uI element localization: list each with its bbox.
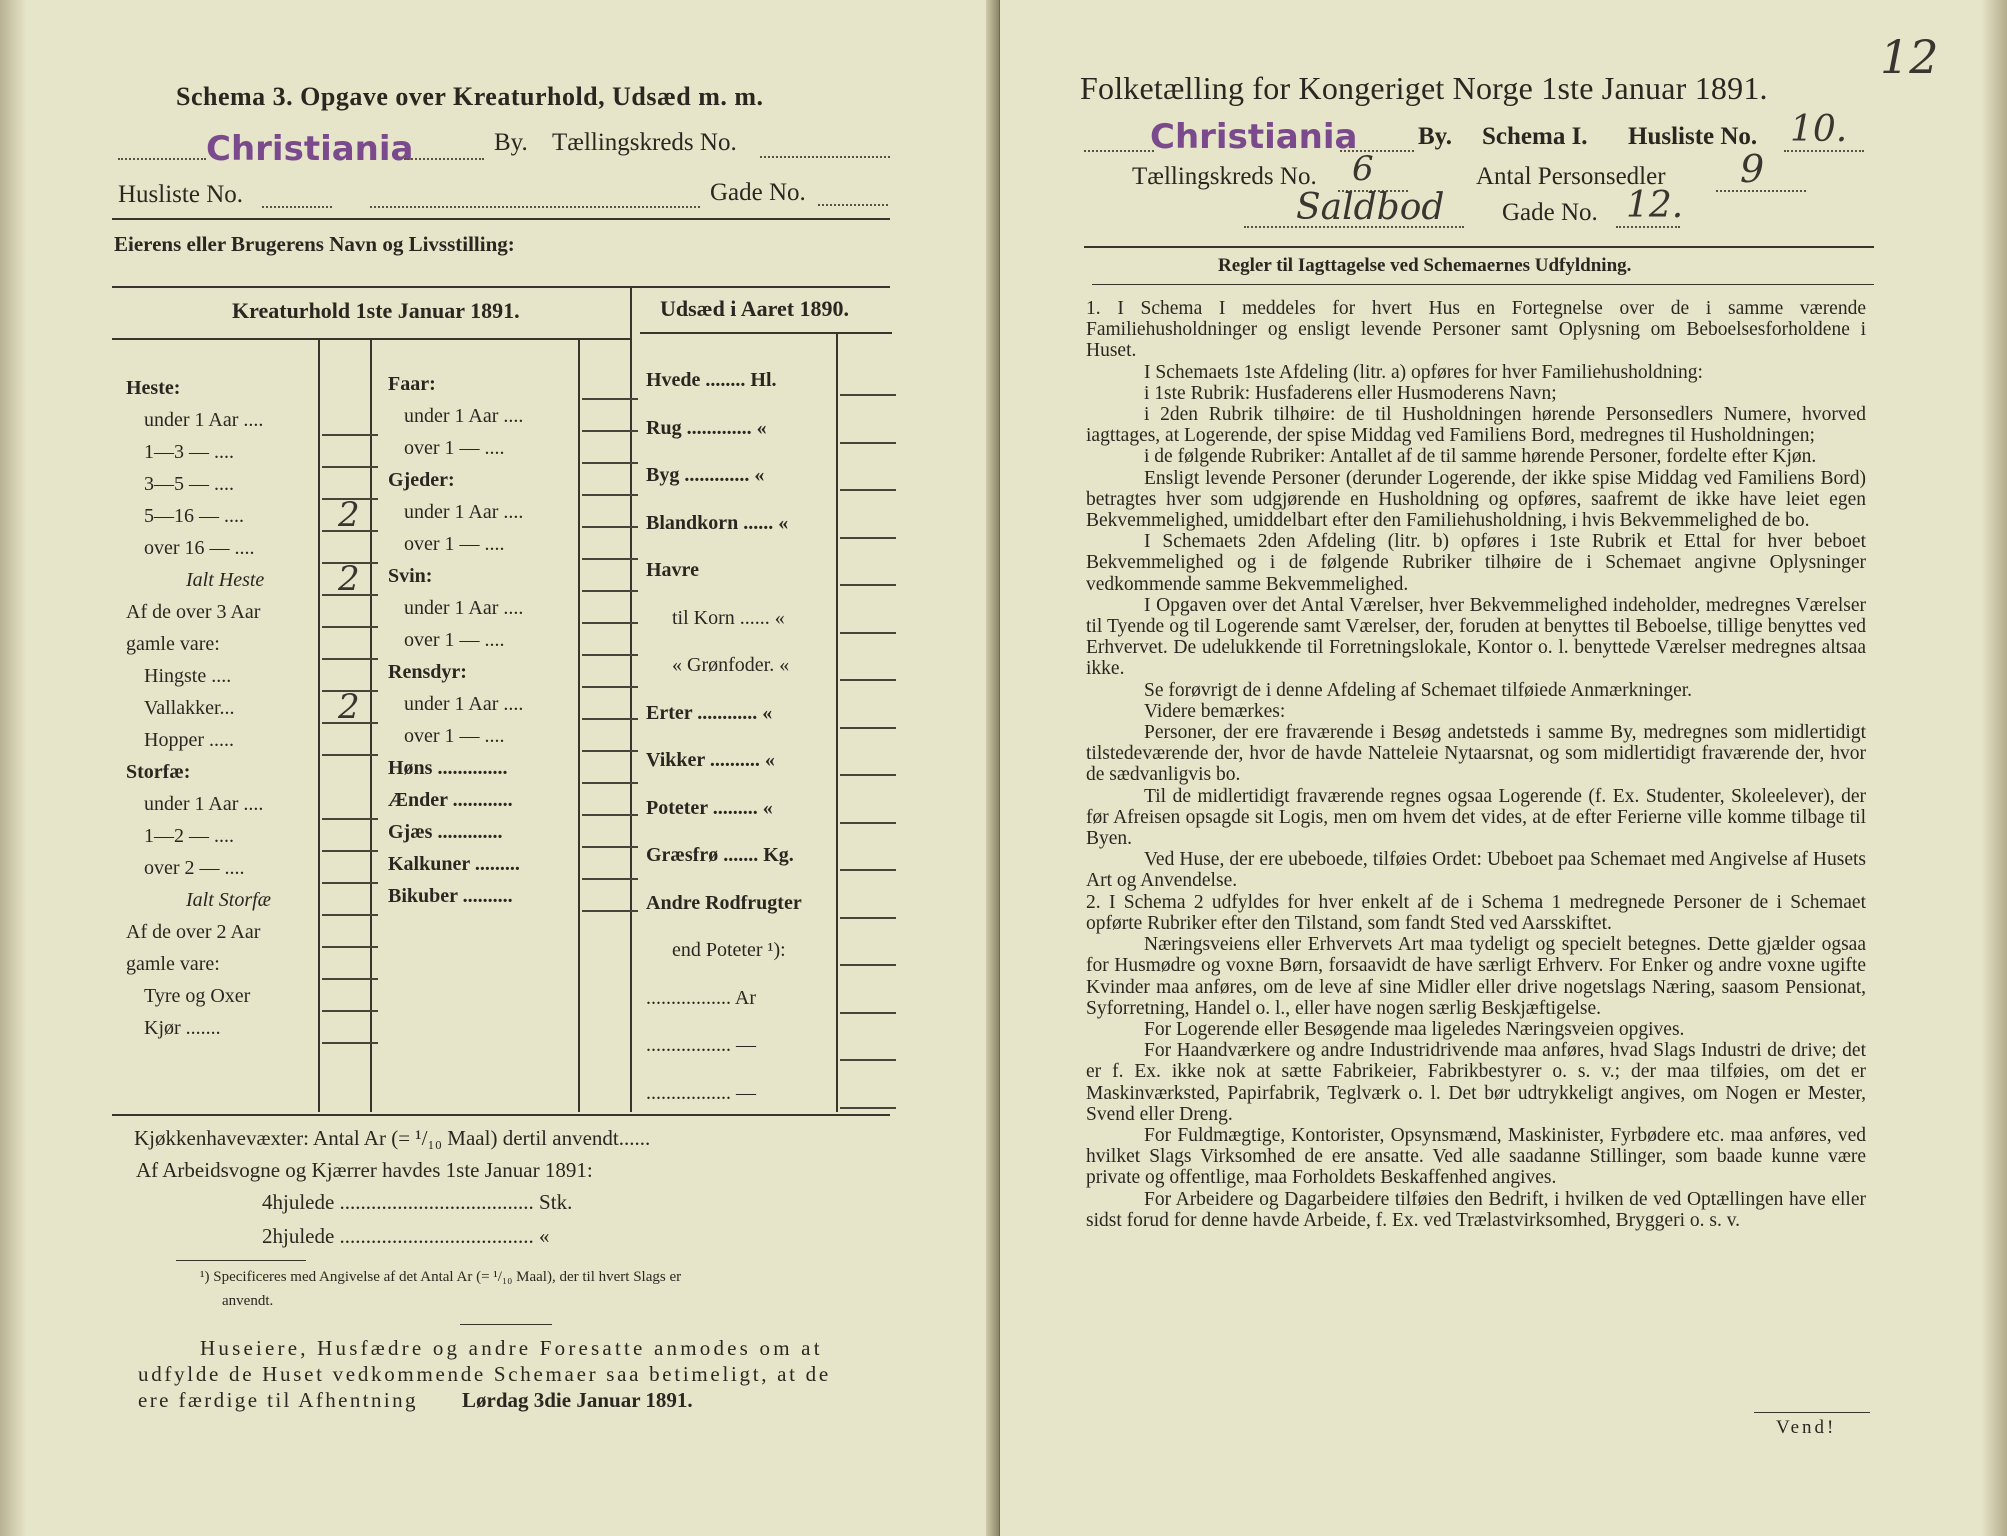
col3-value-divider: [836, 334, 838, 1112]
value-cell: [322, 434, 378, 436]
value-cell: [322, 754, 378, 756]
value-cell: [582, 654, 638, 656]
value-cell: [322, 946, 378, 948]
row-label: Hopper .....: [144, 729, 234, 751]
rule-paragraph: For Logerende eller Besøgende maa ligeledes Næringsveien opgives.: [1144, 1018, 1685, 1040]
row-label: over 1 — ....: [404, 437, 505, 459]
rule-paragraph: I Schemaets 2den Afdeling (litr. b) opføres i 1ste Rubrik et Ettal for hver beboet Bekvemmelighed og i de følgende Rubriker tilhøire de i Schemaet angivne Oplysninger vedkommende samme Bekvemmelighed.: [1086, 531, 1866, 595]
value-cell: [840, 822, 896, 824]
value-cell: [840, 442, 896, 444]
value-cell: [840, 537, 896, 539]
gade-value: 12.: [1626, 185, 1684, 226]
col1-value-divider: [318, 340, 320, 1112]
row-label: end Poteter ¹):: [672, 939, 786, 961]
schema-label: Schema I.: [1482, 123, 1588, 150]
value-cell: [582, 462, 638, 464]
value-cell: [322, 626, 378, 628]
closing-rule: [460, 1324, 552, 1325]
value-cell: [840, 394, 896, 396]
arbeidsvogne-line: Af Arbeidsvogne og Kjærrer havdes 1ste Januar 1891:: [136, 1158, 593, 1182]
value-cell: [322, 466, 378, 468]
value-cell: [322, 882, 378, 884]
husliste-fill-dots: [1784, 150, 1864, 152]
row-label: Bikuber ..........: [388, 885, 513, 907]
row-label: Ialt Storfæ: [186, 889, 272, 911]
row-label: over 16 — ....: [144, 537, 255, 559]
row-label: 3—5 — ....: [144, 473, 234, 495]
right-edge-shadow: [1981, 0, 2007, 1536]
value-cell: [840, 1107, 896, 1109]
row-label: over 1 — ....: [404, 629, 505, 651]
tk-fill-dots: [760, 156, 890, 158]
value-cell: [840, 679, 896, 681]
value-cell: [840, 1059, 896, 1061]
value-cell: [582, 398, 638, 400]
row-label: Kalkuner .........: [388, 853, 520, 875]
row-label: Erter ............ «: [646, 701, 773, 724]
city-fill-dots-2: [404, 158, 484, 160]
row-label: Hingste ....: [144, 665, 232, 687]
rule-paragraph: Ved Huse, der ere ubeboede, tilføies Ordet: Ubeboet paa Schemaet med Angivelse af Husets Art og Anvendelse.: [1086, 849, 1866, 892]
closing-line-3: ere færdige til Afhentning: [138, 1388, 418, 1412]
street-name: Saldbod: [1296, 187, 1445, 228]
udsaed-header: Udsæd i Aaret 1890.: [660, 296, 850, 321]
rule-paragraph: Ensligt levende Personer (derunder Logerende, der ikke spise Middag ved Familiens Bord) betragtes hver som udgjørende en Husholdning og opføres, saafremt de ikke have leiet egen Bekvemmelighed, umiddelbart efter den Familiehusholdning, i hvis Bekvemmelighed de bo.: [1086, 467, 1866, 532]
footnote-line-2: anvendt.: [222, 1293, 274, 1309]
husliste-fill-dots: [262, 206, 332, 208]
owner-label: Eierens eller Brugerens Navn og Livsstilling:: [114, 232, 515, 256]
row-label: over 1 — ....: [404, 725, 505, 747]
left-edge-shadow: [0, 0, 26, 1536]
rule-paragraph: 1. I Schema I meddeles for hvert Hus en Fortegnelse over de i samme værende Familiehusholdninger og ensligt levende Personer samt Oplysning om Beboelsesforholdene i Huset.: [1086, 298, 1866, 362]
row-label: Gjeder:: [388, 469, 455, 491]
value-cell: [840, 869, 896, 871]
rule-paragraph: I Schemaets 1ste Afdeling (litr. a) opføres for hver Familiehusholdning:: [1144, 361, 1703, 383]
page-number: 12: [1880, 30, 1939, 84]
rule-paragraph: Personer, der ere fraværende i Besøg andetsteds i samme By, medregnes som midlertidigt tilstedeværende der, hvor de havde Natteleie Nytaarsnat, og som midlertidigt fraværende der, hvor de sædvanligvis bo.: [1086, 722, 1866, 786]
header-rule: [1084, 246, 1874, 248]
value-cell: [322, 850, 378, 852]
rule-paragraph: For Haandværkere og andre Industridrivende maa anføres, hvad Slags Industri de drive; det er f. Ex. ikke nok at sætte Fabrikeier, Fabrikbestyrer o. s. v.; der maa tilføies, om det er Maskinværksted, Papirfabrik, Teglværk o. l. Det bør udtrykkeligt angives, om Nogen er Mester, Svend eller Dreng.: [1086, 1040, 1866, 1125]
gade-label: Gade No.: [1502, 199, 1598, 226]
row-label: ................. —: [646, 1034, 756, 1056]
table-top-rule: [112, 286, 890, 288]
city-stamp: Christiania: [1150, 117, 1358, 157]
row-label: Faar:: [388, 373, 436, 395]
gade-fill-dots: [1616, 226, 1680, 228]
row-label: under 1 Aar ....: [144, 793, 264, 815]
row-label: Poteter ......... «: [646, 796, 773, 819]
antal-fill-dots: [1716, 190, 1806, 192]
rule-paragraph: For Fuldmægtige, Kontorister, Opsynsmænd, Maskinister, Fyrbødere etc. maa anføres, ved hvilket Slags Virksomhed de ere ansatte. Ved alle saadanne Stillinger, som baade kunne være private og offentlige, maa Forholdets Beskaffenhed angives.: [1086, 1124, 1866, 1189]
row-label: Græsfrø ....... Kg.: [646, 844, 794, 866]
right-page: [1000, 0, 2007, 1536]
row-label: Hvede ........ Hl.: [646, 369, 777, 391]
closing-line-2: udfylde de Huset vedkommende Schemaer saa betimeligt, at de: [138, 1362, 831, 1386]
antal-value: 9: [1740, 147, 1765, 191]
value-cell: [840, 1012, 896, 1014]
value-cell: [840, 632, 896, 634]
value-cell: [840, 774, 896, 776]
hjul4-line: 4hjulede ..................................... Stk.: [262, 1190, 573, 1214]
row-label: Af de over 3 Aar: [126, 601, 261, 623]
row-label: Andre Rodfrugter: [646, 891, 802, 914]
by-label: By.: [1418, 123, 1453, 150]
value-cell: [840, 964, 896, 966]
row-label: ................. —: [646, 1081, 756, 1104]
row-label: Storfæ:: [126, 761, 191, 783]
row-label: under 1 Aar ....: [404, 597, 524, 619]
value-cell: [582, 846, 638, 848]
udsaed-header-rule: [640, 332, 892, 334]
rule-paragraph: Til de midlertidigt fraværende regnes ogsaa Logerende (f. Ex. Studenter, Skoleelever), der før Afreisen opsagde sit Logis, men om hvem det vides, at de efter Ferierne ville komme tilbage til Byen.: [1086, 785, 1866, 850]
handwritten-value: 2: [338, 687, 360, 727]
header-rule: [112, 218, 890, 220]
row-label: over 1 — ....: [404, 533, 505, 555]
col2-right-divider: [630, 288, 632, 1112]
row-label: Havre: [646, 559, 699, 581]
value-cell: [582, 558, 638, 560]
value-cell: [322, 658, 378, 660]
city-stamp: Christiania: [206, 129, 414, 169]
row-label: Blandkorn ...... «: [646, 511, 789, 534]
handwritten-value: 2: [338, 559, 360, 599]
row-label: gamle vare:: [126, 953, 220, 975]
rules-text: [1086, 298, 1866, 1231]
rule-paragraph: Videre bemærkes:: [1144, 700, 1286, 722]
tk-label: Tællingskreds No.: [552, 129, 737, 156]
left-page: [0, 0, 996, 1536]
value-cell: [840, 584, 896, 586]
husliste-value: 10.: [1790, 109, 1848, 150]
census-title: Folketælling for Kongeriget Norge 1ste Januar 1891.: [1080, 70, 1768, 106]
kjokken-line: Kjøkkenhavevæxter: Antal Ar (= ¹/₁₀ Maal) dertil anvendt......: [134, 1126, 651, 1150]
value-cell: [322, 1010, 378, 1012]
value-cell: [840, 727, 896, 729]
tk-value: 6: [1352, 149, 1374, 189]
row-label: Ialt Heste: [186, 569, 265, 591]
value-cell: [582, 814, 638, 816]
vend-label: Vend!: [1776, 1417, 1837, 1438]
row-label: Byg ............. «: [646, 464, 765, 486]
by-label: By.: [494, 129, 528, 156]
value-cell: [582, 718, 638, 720]
row-label: under 1 Aar ....: [144, 409, 264, 431]
rule-paragraph: 2. I Schema 2 udfyldes for hver enkelt af de i Schema 1 medregnede Personer de i Schemaet opførte Rubriker efter den Tilstand, som fandt Sted ved Aarsskiftet.: [1086, 891, 1866, 934]
hjul2-line: 2hjulede ..................................... «: [262, 1224, 550, 1248]
row-label: 5—16 — ....: [144, 505, 244, 527]
value-cell: [582, 622, 638, 624]
husliste-label: Husliste No.: [1628, 123, 1758, 150]
row-label: 1—2 — ....: [144, 825, 234, 847]
rule-paragraph: i 1ste Rubrik: Husfaderens eller Husmoderens Navn;: [1144, 382, 1557, 404]
gade-label: Gade No.: [710, 179, 806, 206]
row-label: under 1 Aar ....: [404, 501, 524, 523]
value-cell: [840, 917, 896, 919]
row-label: Af de over 2 Aar: [126, 921, 261, 943]
col2-value-divider: [578, 340, 580, 1112]
city-fill-dots: [1084, 150, 1154, 152]
value-cell: [582, 782, 638, 784]
value-cell: [322, 818, 378, 820]
row-label: Vikker .......... «: [646, 749, 775, 771]
rule-paragraph: I Opgaven over det Antal Værelser, hver Bekvemmelighed indeholder, medregnes Værelser til Tyende og til Logerende samt Værelser, der, foruden at benyttes til Beboelse, tillige benyttes ved Erhvervet. De udelukkende til Forretningslokale, Kontor o. l. benyttede Værelser medregnes altsaa ikke.: [1086, 594, 1866, 680]
row-label: Svin:: [388, 565, 433, 587]
gade-fill-dots: [818, 204, 888, 206]
value-cell: [582, 750, 638, 752]
closing-deadline: Lørdag 3die Januar 1891.: [462, 1388, 693, 1412]
rules-title-rule: [1092, 284, 1874, 285]
row-label: under 1 Aar ....: [404, 693, 524, 715]
row-label: Rug ............. «: [646, 416, 767, 439]
schema3-title: Schema 3. Opgave over Kreaturhold, Udsæd m. m.: [176, 82, 764, 111]
vend-rule: [1754, 1412, 1870, 1413]
rules-list: [1086, 298, 1866, 1231]
rules-title: Regler til Iagttagelse ved Schemaernes Udfyldning.: [1218, 255, 1632, 276]
gade-line: [370, 206, 700, 208]
value-cell: [582, 494, 638, 496]
col1-right-divider: [370, 340, 372, 1112]
row-label: til Korn ...... «: [672, 606, 785, 629]
row-label: 1—3 — ....: [144, 441, 234, 463]
husliste-label: Husliste No.: [118, 181, 243, 208]
value-cell: [582, 590, 638, 592]
row-label: Kjør .......: [144, 1017, 221, 1039]
handwritten-value: 2: [338, 495, 360, 535]
city-fill-dots: [118, 158, 206, 160]
row-label: Heste:: [126, 377, 181, 399]
row-label: Vallakker...: [144, 697, 235, 719]
row-label: ................. Ar: [646, 986, 756, 1009]
row-label: gamle vare:: [126, 633, 220, 655]
value-cell: [582, 686, 638, 688]
rule-paragraph: Næringsveiens eller Erhvervets Art maa tydeligt og specielt betegnes. Dette gjælder ogsaa for Husmødre og voxne Børn, forsaavidt de have særligt Erhverv. For Enker og andre voxne ugifte Kvinder maa anføres, om de leve af sine Midler eller drive nogetslags Næring, saasom Pensionat, Syforretning, Handel o. l., eller have nogen særlig Beskjæftigelse.: [1086, 934, 1866, 1019]
value-cell: [840, 489, 896, 491]
row-label: « Grønfoder. «: [672, 654, 790, 676]
value-cell: [582, 430, 638, 432]
value-cell: [322, 914, 378, 916]
value-cell: [322, 1042, 378, 1044]
antal-label: Antal Personsedler: [1476, 163, 1666, 190]
value-cell: [322, 978, 378, 980]
tk-label: Tællingskreds No.: [1132, 163, 1317, 190]
value-cell: [582, 910, 638, 912]
value-cell: [582, 878, 638, 880]
footnote-rule: [176, 1260, 306, 1261]
rule-paragraph: i 2den Rubrik tilhøire: de til Husholdningen hørende Personsedlers Numere, hvorved iagttages, at Logerende, der spise Middag ved Familiens Bord, medregnes til Husholdningen;: [1086, 404, 1866, 447]
row-label: Gjæs .............: [388, 821, 503, 843]
kreatur-header: Kreaturhold 1ste Januar 1891.: [232, 298, 520, 323]
row-label: Rensdyr:: [388, 661, 467, 683]
row-label: under 1 Aar ....: [404, 405, 524, 427]
rule-paragraph: Se forøvrigt de i denne Afdeling af Schemaet tilføiede Anmærkninger.: [1144, 679, 1693, 701]
row-label: Ænder ............: [388, 789, 513, 811]
closing-line-1: Huseiere, Husfædre og andre Foresatte anmodes om at: [200, 1336, 823, 1360]
row-label: Tyre og Oxer: [144, 985, 251, 1007]
value-cell: [582, 526, 638, 528]
row-label: Høns ..............: [388, 757, 508, 779]
footnote-line-1: ¹) Specificeres med Angivelse af det Antal Ar (= ¹/₁₀ Maal), der til hvert Slags er: [200, 1269, 682, 1285]
rule-paragraph: For Arbeidere og Dagarbeidere tilføies den Bedrift, i hvilken de ved Optællingen have eller sidst forud for denne havde Arbeide, f. Ex. ved Trælastvirksomhed, Bryggeri o. s. v.: [1086, 1188, 1866, 1231]
row-label: over 2 — ....: [144, 857, 245, 879]
table-bottom-rule: [112, 1114, 890, 1116]
rule-paragraph: i de følgende Rubriker: Antallet af de til samme hørende Personer, fordelte efter Kjøn.: [1144, 446, 1817, 468]
